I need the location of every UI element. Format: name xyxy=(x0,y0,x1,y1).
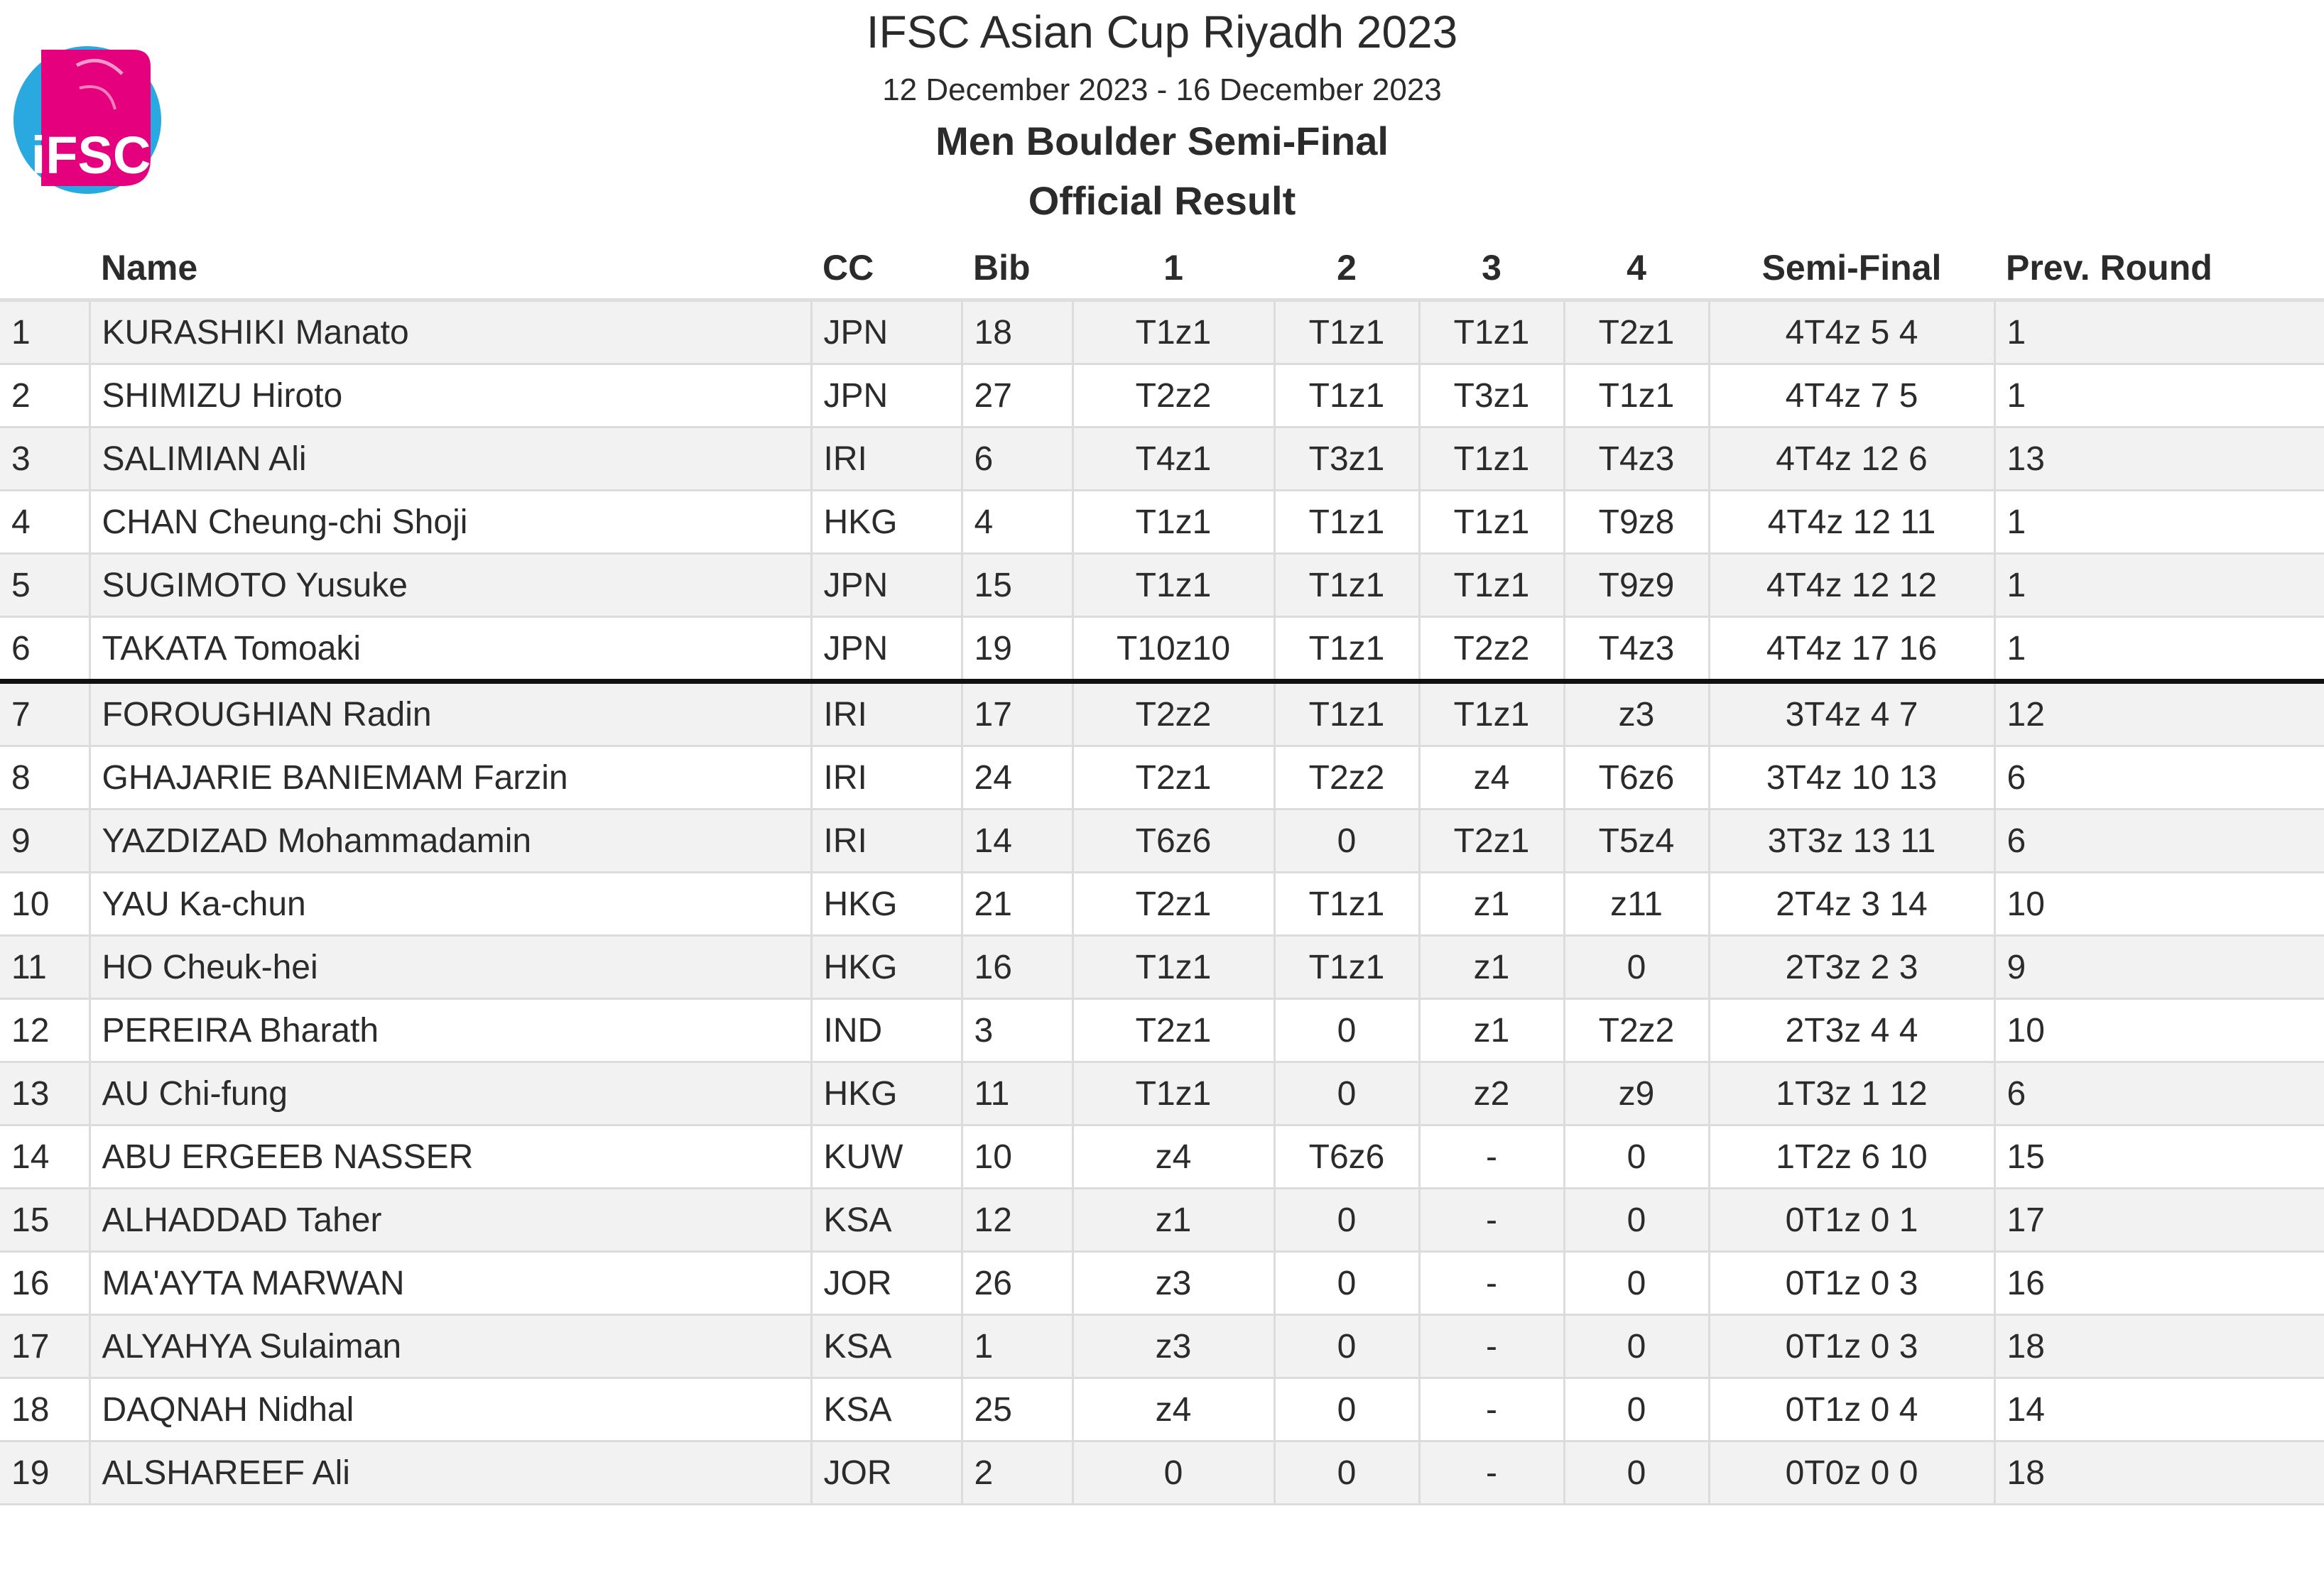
cell-boulder-1: T4z1 xyxy=(1073,427,1274,491)
cell-boulder-3: T1z1 xyxy=(1419,427,1564,491)
cell-boulder-2: T1z1 xyxy=(1274,491,1419,554)
cell-semi-final: 0T1z 0 3 xyxy=(1709,1252,1994,1315)
cell-boulder-4: 0 xyxy=(1564,1378,1709,1441)
col-header-rank xyxy=(0,237,89,300)
cell-prev-round: 18 xyxy=(1994,1441,2324,1505)
cell-boulder-2: 0 xyxy=(1274,1189,1419,1252)
cell-boulder-2: T1z1 xyxy=(1274,873,1419,936)
cell-bib: 11 xyxy=(962,1062,1073,1125)
cell-boulder-1: T1z1 xyxy=(1073,300,1274,364)
cell-boulder-1: T2z1 xyxy=(1073,873,1274,936)
cell-boulder-1: T1z1 xyxy=(1073,1062,1274,1125)
cell-boulder-2: T1z1 xyxy=(1274,617,1419,682)
col-header-cc: CC xyxy=(811,237,962,300)
cell-boulder-4: z3 xyxy=(1564,682,1709,746)
cell-athlete-name: SUGIMOTO Yusuke xyxy=(89,554,811,617)
cell-semi-final: 2T3z 2 3 xyxy=(1709,936,1994,999)
cell-boulder-2: T1z1 xyxy=(1274,936,1419,999)
cell-country-code: KSA xyxy=(811,1189,962,1252)
cell-boulder-3: z4 xyxy=(1419,746,1564,809)
cell-athlete-name: ABU ERGEEB NASSER xyxy=(89,1125,811,1189)
cell-semi-final: 0T0z 0 0 xyxy=(1709,1441,1994,1505)
cell-bib: 3 xyxy=(962,999,1073,1062)
cell-prev-round: 1 xyxy=(1994,364,2324,427)
cell-prev-round: 10 xyxy=(1994,873,2324,936)
cell-athlete-name: PEREIRA Bharath xyxy=(89,999,811,1062)
cell-rank: 16 xyxy=(0,1252,89,1315)
table-row xyxy=(0,364,2324,427)
cell-boulder-4: 0 xyxy=(1564,1315,1709,1378)
cell-boulder-3: - xyxy=(1419,1441,1564,1505)
cell-prev-round: 6 xyxy=(1994,746,2324,809)
cell-boulder-1: z4 xyxy=(1073,1125,1274,1189)
results-table xyxy=(0,237,2324,1505)
cell-boulder-2: 0 xyxy=(1274,1315,1419,1378)
cell-rank: 8 xyxy=(0,746,89,809)
cell-boulder-3: T2z2 xyxy=(1419,617,1564,682)
cell-country-code: JPN xyxy=(811,554,962,617)
cell-boulder-3: T1z1 xyxy=(1419,300,1564,364)
cell-rank: 18 xyxy=(0,1378,89,1441)
col-header-bib: Bib xyxy=(962,237,1073,300)
table-row xyxy=(0,617,2324,682)
cell-boulder-4: 0 xyxy=(1564,1189,1709,1252)
cell-boulder-4: T9z8 xyxy=(1564,491,1709,554)
cell-boulder-3: z1 xyxy=(1419,873,1564,936)
cell-boulder-1: z4 xyxy=(1073,1378,1274,1441)
cell-boulder-1: T2z1 xyxy=(1073,999,1274,1062)
cell-boulder-3: - xyxy=(1419,1189,1564,1252)
cell-country-code: HKG xyxy=(811,936,962,999)
cell-boulder-1: 0 xyxy=(1073,1441,1274,1505)
cell-boulder-3: z1 xyxy=(1419,936,1564,999)
cell-boulder-1: z1 xyxy=(1073,1189,1274,1252)
cell-athlete-name: CHAN Cheung-chi Shoji xyxy=(89,491,811,554)
table-row xyxy=(0,1315,2324,1378)
cell-semi-final: 4T4z 12 11 xyxy=(1709,491,1994,554)
col-header-prev-round: Prev. Round xyxy=(1994,237,2324,300)
cell-boulder-4: T4z3 xyxy=(1564,617,1709,682)
cell-country-code: JPN xyxy=(811,300,962,364)
cell-bib: 10 xyxy=(962,1125,1073,1189)
cell-bib: 18 xyxy=(962,300,1073,364)
cell-country-code: HKG xyxy=(811,1062,962,1125)
cell-boulder-2: 0 xyxy=(1274,809,1419,873)
cell-bib: 17 xyxy=(962,682,1073,746)
cell-boulder-4: z11 xyxy=(1564,873,1709,936)
cell-boulder-3: T1z1 xyxy=(1419,554,1564,617)
table-row xyxy=(0,809,2324,873)
event-dates: 12 December 2023 - 16 December 2023 xyxy=(882,72,1442,107)
cell-boulder-3: T1z1 xyxy=(1419,491,1564,554)
cell-bib: 6 xyxy=(962,427,1073,491)
cell-boulder-2: T1z1 xyxy=(1274,554,1419,617)
cell-boulder-3: T2z1 xyxy=(1419,809,1564,873)
cell-prev-round: 14 xyxy=(1994,1378,2324,1441)
col-header-boulder-3: 3 xyxy=(1419,237,1564,300)
cell-boulder-1: T2z2 xyxy=(1073,364,1274,427)
results-body xyxy=(0,300,2324,1505)
cell-prev-round: 15 xyxy=(1994,1125,2324,1189)
cell-boulder-2: 0 xyxy=(1274,1252,1419,1315)
cell-boulder-4: T5z4 xyxy=(1564,809,1709,873)
cell-prev-round: 18 xyxy=(1994,1315,2324,1378)
cell-rank: 15 xyxy=(0,1189,89,1252)
table-row xyxy=(0,682,2324,746)
table-row xyxy=(0,1441,2324,1505)
cell-athlete-name: DAQNAH Nidhal xyxy=(89,1378,811,1441)
cell-country-code: KUW xyxy=(811,1125,962,1189)
cell-semi-final: 1T2z 6 10 xyxy=(1709,1125,1994,1189)
cell-semi-final: 4T4z 12 6 xyxy=(1709,427,1994,491)
cell-country-code: IND xyxy=(811,999,962,1062)
cell-country-code: IRI xyxy=(811,427,962,491)
cell-boulder-4: T2z1 xyxy=(1564,300,1709,364)
cell-country-code: HKG xyxy=(811,873,962,936)
cell-bib: 26 xyxy=(962,1252,1073,1315)
cell-boulder-2: 0 xyxy=(1274,1441,1419,1505)
cell-country-code: IRI xyxy=(811,809,962,873)
cell-bib: 16 xyxy=(962,936,1073,999)
col-header-semi-final: Semi-Final xyxy=(1709,237,1994,300)
col-header-boulder-4: 4 xyxy=(1564,237,1709,300)
cell-rank: 5 xyxy=(0,554,89,617)
cell-bib: 15 xyxy=(962,554,1073,617)
cell-boulder-1: T1z1 xyxy=(1073,554,1274,617)
cell-bib: 14 xyxy=(962,809,1073,873)
cell-athlete-name: GHAJARIE BANIEMAM Farzin xyxy=(89,746,811,809)
page-title: IFSC Asian Cup Riyadh 2023 xyxy=(866,6,1458,58)
table-row xyxy=(0,554,2324,617)
cell-rank: 17 xyxy=(0,1315,89,1378)
ifsc-logo-text: iFSC xyxy=(31,126,151,185)
cell-prev-round: 6 xyxy=(1994,1062,2324,1125)
cell-boulder-1: T2z1 xyxy=(1073,746,1274,809)
cell-rank: 9 xyxy=(0,809,89,873)
table-row xyxy=(0,1062,2324,1125)
cell-semi-final: 0T1z 0 4 xyxy=(1709,1378,1994,1441)
cell-boulder-1: T1z1 xyxy=(1073,491,1274,554)
col-header-name: Name xyxy=(89,237,811,300)
cell-boulder-1: z3 xyxy=(1073,1252,1274,1315)
cell-boulder-2: 0 xyxy=(1274,1062,1419,1125)
result-status: Official Result xyxy=(1028,178,1296,223)
cell-boulder-4: z9 xyxy=(1564,1062,1709,1125)
cell-boulder-1: z3 xyxy=(1073,1315,1274,1378)
cell-semi-final: 2T3z 4 4 xyxy=(1709,999,1994,1062)
cell-boulder-4: T4z3 xyxy=(1564,427,1709,491)
cell-boulder-3: - xyxy=(1419,1378,1564,1441)
cell-bib: 12 xyxy=(962,1189,1073,1252)
cell-country-code: JOR xyxy=(811,1252,962,1315)
cell-semi-final: 2T4z 3 14 xyxy=(1709,873,1994,936)
cell-rank: 19 xyxy=(0,1441,89,1505)
cell-boulder-2: T6z6 xyxy=(1274,1125,1419,1189)
cell-boulder-2: T3z1 xyxy=(1274,427,1419,491)
cell-rank: 3 xyxy=(0,427,89,491)
cell-boulder-4: T6z6 xyxy=(1564,746,1709,809)
cell-country-code: JPN xyxy=(811,364,962,427)
cell-prev-round: 1 xyxy=(1994,300,2324,364)
cell-bib: 19 xyxy=(962,617,1073,682)
cell-semi-final: 3T4z 10 13 xyxy=(1709,746,1994,809)
cell-prev-round: 13 xyxy=(1994,427,2324,491)
cell-boulder-3: z1 xyxy=(1419,999,1564,1062)
cell-athlete-name: YAU Ka-chun xyxy=(89,873,811,936)
cell-rank: 1 xyxy=(0,300,89,364)
table-row xyxy=(0,936,2324,999)
cell-prev-round: 1 xyxy=(1994,554,2324,617)
cell-athlete-name: AU Chi-fung xyxy=(89,1062,811,1125)
cell-prev-round: 1 xyxy=(1994,617,2324,682)
cell-prev-round: 17 xyxy=(1994,1189,2324,1252)
cell-boulder-2: 0 xyxy=(1274,999,1419,1062)
cell-bib: 27 xyxy=(962,364,1073,427)
table-row xyxy=(0,1252,2324,1315)
cell-rank: 2 xyxy=(0,364,89,427)
cell-prev-round: 10 xyxy=(1994,999,2324,1062)
cell-prev-round: 6 xyxy=(1994,809,2324,873)
cell-semi-final: 3T4z 4 7 xyxy=(1709,682,1994,746)
cell-rank: 13 xyxy=(0,1062,89,1125)
cell-rank: 11 xyxy=(0,936,89,999)
event-name: Men Boulder Semi-Final xyxy=(935,119,1389,163)
cell-rank: 10 xyxy=(0,873,89,936)
cell-athlete-name: ALHADDAD Taher xyxy=(89,1189,811,1252)
cell-boulder-1: T6z6 xyxy=(1073,809,1274,873)
cell-bib: 1 xyxy=(962,1315,1073,1378)
cell-athlete-name: ALSHAREEF Ali xyxy=(89,1441,811,1505)
cell-boulder-2: T1z1 xyxy=(1274,364,1419,427)
cell-country-code: HKG xyxy=(811,491,962,554)
cell-boulder-3: - xyxy=(1419,1125,1564,1189)
cell-boulder-3: - xyxy=(1419,1252,1564,1315)
table-row xyxy=(0,1378,2324,1441)
cell-rank: 12 xyxy=(0,999,89,1062)
cell-boulder-2: T2z2 xyxy=(1274,746,1419,809)
cell-boulder-4: 0 xyxy=(1564,936,1709,999)
cell-boulder-3: z2 xyxy=(1419,1062,1564,1125)
cell-semi-final: 4T4z 12 12 xyxy=(1709,554,1994,617)
cell-bib: 24 xyxy=(962,746,1073,809)
cell-rank: 14 xyxy=(0,1125,89,1189)
cell-bib: 4 xyxy=(962,491,1073,554)
table-row xyxy=(0,427,2324,491)
cell-semi-final: 3T3z 13 11 xyxy=(1709,809,1994,873)
cell-boulder-4: T1z1 xyxy=(1564,364,1709,427)
cell-boulder-3: T1z1 xyxy=(1419,682,1564,746)
cell-boulder-1: T1z1 xyxy=(1073,936,1274,999)
cell-athlete-name: SHIMIZU Hiroto xyxy=(89,364,811,427)
cell-semi-final: 4T4z 17 16 xyxy=(1709,617,1994,682)
table-row xyxy=(0,999,2324,1062)
cell-prev-round: 1 xyxy=(1994,491,2324,554)
cell-athlete-name: SALIMIAN Ali xyxy=(89,427,811,491)
cell-country-code: KSA xyxy=(811,1315,962,1378)
cell-rank: 7 xyxy=(0,682,89,746)
cell-semi-final: 4T4z 5 4 xyxy=(1709,300,1994,364)
col-header-boulder-1: 1 xyxy=(1073,237,1274,300)
cell-bib: 2 xyxy=(962,1441,1073,1505)
cell-athlete-name: YAZDIZAD Mohammadamin xyxy=(89,809,811,873)
cell-boulder-4: T9z9 xyxy=(1564,554,1709,617)
cell-athlete-name: KURASHIKI Manato xyxy=(89,300,811,364)
cell-country-code: JPN xyxy=(811,617,962,682)
cell-country-code: KSA xyxy=(811,1378,962,1441)
table-header-row xyxy=(0,237,2324,300)
cell-boulder-4: 0 xyxy=(1564,1441,1709,1505)
cell-country-code: IRI xyxy=(811,682,962,746)
cell-country-code: JOR xyxy=(811,1441,962,1505)
cell-boulder-3: - xyxy=(1419,1315,1564,1378)
cell-boulder-2: T1z1 xyxy=(1274,682,1419,746)
cell-bib: 21 xyxy=(962,873,1073,936)
cell-prev-round: 12 xyxy=(1994,682,2324,746)
cell-boulder-1: T2z2 xyxy=(1073,682,1274,746)
cell-rank: 4 xyxy=(0,491,89,554)
cell-athlete-name: MA'AYTA MARWAN xyxy=(89,1252,811,1315)
cell-prev-round: 16 xyxy=(1994,1252,2324,1315)
cell-boulder-4: 0 xyxy=(1564,1125,1709,1189)
cell-semi-final: 4T4z 7 5 xyxy=(1709,364,1994,427)
cell-athlete-name: ALYAHYA Sulaiman xyxy=(89,1315,811,1378)
table-row xyxy=(0,746,2324,809)
table-row xyxy=(0,491,2324,554)
cell-boulder-1: T10z10 xyxy=(1073,617,1274,682)
cell-boulder-2: T1z1 xyxy=(1274,300,1419,364)
cell-semi-final: 1T3z 1 12 xyxy=(1709,1062,1994,1125)
cell-athlete-name: HO Cheuk-hei xyxy=(89,936,811,999)
table-row xyxy=(0,300,2324,364)
cell-boulder-3: T3z1 xyxy=(1419,364,1564,427)
cell-prev-round: 9 xyxy=(1994,936,2324,999)
cell-semi-final: 0T1z 0 1 xyxy=(1709,1189,1994,1252)
table-row xyxy=(0,1189,2324,1252)
cell-semi-final: 0T1z 0 3 xyxy=(1709,1315,1994,1378)
cell-athlete-name: TAKATA Tomoaki xyxy=(89,617,811,682)
cell-boulder-4: 0 xyxy=(1564,1252,1709,1315)
cell-boulder-4: T2z2 xyxy=(1564,999,1709,1062)
table-row xyxy=(0,1125,2324,1189)
col-header-boulder-2: 2 xyxy=(1274,237,1419,300)
table-row xyxy=(0,873,2324,936)
cell-athlete-name: FOROUGHIAN Radin xyxy=(89,682,811,746)
cell-boulder-2: 0 xyxy=(1274,1378,1419,1441)
cell-country-code: IRI xyxy=(811,746,962,809)
cell-bib: 25 xyxy=(962,1378,1073,1441)
cell-rank: 6 xyxy=(0,617,89,682)
